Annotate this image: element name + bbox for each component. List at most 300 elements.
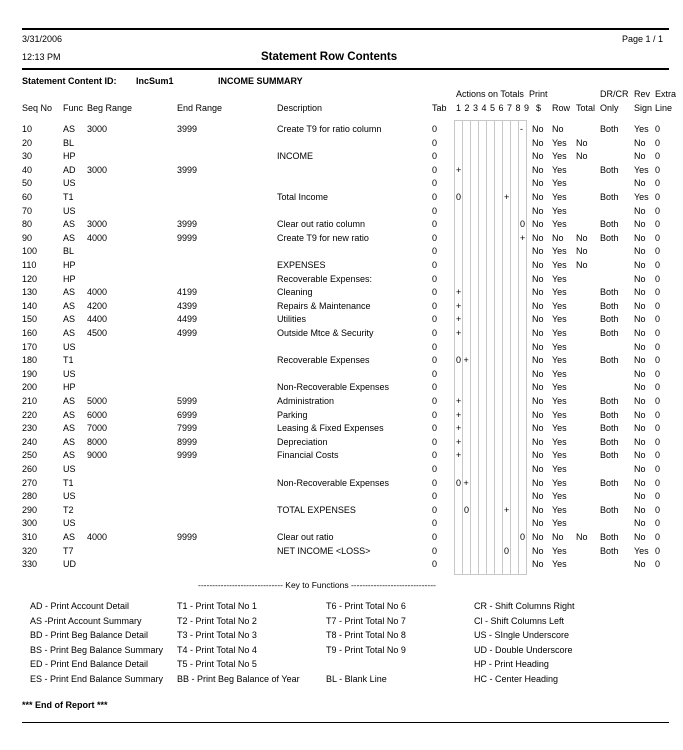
row-extra-line: 0 <box>655 341 661 352</box>
table-row <box>0 410 683 424</box>
row-rev-sign: No <box>634 273 646 284</box>
action-mark: + <box>456 409 462 420</box>
row-seq: 60 <box>22 192 33 202</box>
row-seq: 320 <box>22 545 38 556</box>
row-drcr: Both <box>600 192 619 202</box>
row-beg: 4000 <box>87 532 108 542</box>
row-tab: 0 <box>432 124 438 134</box>
action-mark: 0 + <box>456 477 469 488</box>
action-mark: + <box>456 396 462 406</box>
row-func: US <box>63 464 76 474</box>
row-rev-sign: No <box>634 300 646 311</box>
row-rev-sign: Yes <box>634 164 649 175</box>
row-tab: 0 <box>432 436 438 447</box>
row-extra-line: 0 <box>655 164 661 175</box>
row-print-row: Yes <box>552 328 567 338</box>
grid-border-line <box>454 120 526 121</box>
key-entry: T9 - Print Total No 9 <box>326 644 406 655</box>
key-entry: BL - Blank Line <box>326 673 387 684</box>
row-seq: 30 <box>22 151 33 162</box>
page-title: Statement Row Contents <box>261 51 398 63</box>
row-desc: Repairs & Maintenance <box>277 300 371 311</box>
row-drcr: Both <box>600 232 619 243</box>
row-dollar: No <box>532 219 544 230</box>
statement-id-label: Statement Content ID: <box>22 76 117 86</box>
row-func: T2 <box>63 504 74 515</box>
row-total: No <box>576 137 588 148</box>
row-dollar: No <box>532 341 544 352</box>
row-dollar: No <box>532 151 544 162</box>
row-print-row: Yes <box>552 314 567 325</box>
row-seq: 270 <box>22 477 38 488</box>
row-seq: 180 <box>22 355 38 366</box>
row-rev-sign: No <box>634 219 646 230</box>
row-dollar: No <box>532 328 544 338</box>
row-print-row: Yes <box>552 137 567 148</box>
row-func: AS <box>63 532 76 542</box>
row-rev-sign: No <box>634 409 646 420</box>
grid-border-line <box>454 574 526 575</box>
row-func: UD <box>63 559 76 570</box>
table-row <box>0 491 683 505</box>
row-dollar: No <box>532 504 544 515</box>
row-seq: 310 <box>22 532 38 542</box>
row-func: AS <box>63 450 76 461</box>
row-print-row: Yes <box>552 341 567 352</box>
row-tab: 0 <box>432 273 438 284</box>
row-rev-sign: No <box>634 477 646 488</box>
row-tab: 0 <box>432 491 438 502</box>
row-beg: 8000 <box>87 436 108 447</box>
row-drcr: Both <box>600 219 619 230</box>
row-desc: Administration <box>277 396 335 406</box>
report-date: 3/31/2006 <box>22 34 63 44</box>
row-seq: 130 <box>22 287 38 298</box>
table-row <box>0 287 683 301</box>
row-extra-line: 0 <box>655 368 661 379</box>
row-end: 4499 <box>177 314 198 325</box>
row-end: 9999 <box>177 532 198 542</box>
action-mark: + <box>456 300 462 311</box>
row-desc: Utilities <box>277 314 307 325</box>
row-seq: 70 <box>22 205 33 216</box>
key-entry: ED - Print End Balance Detail <box>30 659 149 669</box>
row-seq: 150 <box>22 314 38 325</box>
row-print-row: Yes <box>552 518 567 529</box>
table-row <box>0 464 683 478</box>
row-extra-line: 0 <box>655 491 661 502</box>
row-rev-sign: No <box>634 450 646 461</box>
row-rev-sign: No <box>634 355 646 366</box>
row-total: No <box>576 232 588 243</box>
action-mark: + <box>456 450 462 461</box>
table-row <box>0 165 683 179</box>
statement-name: INCOME SUMMARY <box>218 76 303 86</box>
row-dollar: No <box>532 559 544 570</box>
row-rev-sign: No <box>634 464 646 474</box>
row-print-row: Yes <box>552 219 567 230</box>
row-dollar: No <box>532 368 544 379</box>
table-row <box>0 301 683 315</box>
row-extra-line: 0 <box>655 532 661 542</box>
key-entry: HC - Center Heading <box>474 673 559 684</box>
col-sign: Sign <box>634 103 653 113</box>
row-rev-sign: No <box>634 314 646 325</box>
row-extra-line: 0 <box>655 273 661 284</box>
row-func: T1 <box>63 192 74 202</box>
row-end: 5999 <box>177 396 198 406</box>
row-print-row: Yes <box>552 260 567 270</box>
col-end: End Range <box>177 103 223 113</box>
row-extra-line: 0 <box>655 464 661 474</box>
action-mark: + <box>456 328 462 338</box>
table-row <box>0 505 683 519</box>
row-func: T7 <box>63 545 74 556</box>
table-row <box>0 246 683 260</box>
row-extra-line: 0 <box>655 124 661 134</box>
row-dollar: No <box>532 518 544 529</box>
row-drcr: Both <box>600 124 619 134</box>
row-rev-sign: No <box>634 368 646 379</box>
col-rev: Rev <box>634 89 651 99</box>
table-row <box>0 559 683 573</box>
row-tab: 0 <box>432 205 438 216</box>
row-seq: 190 <box>22 368 38 379</box>
key-entry: US - SIngle Underscore <box>474 630 570 640</box>
row-desc: NET INCOME <LOSS> <box>277 545 371 556</box>
row-print-row: Yes <box>552 545 567 556</box>
action-mark: + <box>520 232 526 243</box>
row-beg: 4400 <box>87 314 108 325</box>
table-row <box>0 314 683 328</box>
table-row <box>0 178 683 192</box>
row-func: AS <box>63 314 76 325</box>
row-extra-line: 0 <box>655 287 661 298</box>
row-extra-line: 0 <box>655 355 661 366</box>
table-row <box>0 233 683 247</box>
table-row <box>0 260 683 274</box>
row-tab: 0 <box>432 368 438 379</box>
row-func: AS <box>63 287 76 298</box>
col-print-group: Print <box>529 89 548 99</box>
col-func: Func <box>63 103 84 113</box>
row-extra-line: 0 <box>655 382 661 393</box>
row-extra-line: 0 <box>655 477 661 488</box>
row-rev-sign: No <box>634 137 646 148</box>
table-row <box>0 518 683 532</box>
action-mark: + <box>456 436 462 447</box>
row-end: 7999 <box>177 423 198 434</box>
row-rev-sign: No <box>634 559 646 570</box>
row-seq: 280 <box>22 491 38 502</box>
row-func: AD <box>63 164 76 175</box>
row-extra-line: 0 <box>655 151 661 162</box>
row-seq: 200 <box>22 382 38 393</box>
row-seq: 20 <box>22 137 33 148</box>
row-print-row: Yes <box>552 436 567 447</box>
row-total: No <box>576 246 588 257</box>
action-mark: 0 <box>464 504 470 515</box>
table-row <box>0 546 683 560</box>
row-tab: 0 <box>432 409 438 420</box>
row-func: T1 <box>63 355 74 366</box>
row-desc: Cleaning <box>277 287 313 298</box>
row-rev-sign: No <box>634 436 646 447</box>
row-desc: Financial Costs <box>277 450 339 461</box>
row-desc: TOTAL EXPENSES <box>277 504 356 515</box>
table-row <box>0 355 683 369</box>
row-seq: 140 <box>22 300 38 311</box>
col-seq: Seq No <box>22 103 53 113</box>
row-print-row: Yes <box>552 178 567 189</box>
row-dollar: No <box>532 273 544 284</box>
row-func: AS <box>63 328 76 338</box>
report-time: 12:13 PM <box>22 52 61 62</box>
row-seq: 330 <box>22 559 38 570</box>
row-func: AS <box>63 124 76 134</box>
row-func: AS <box>63 409 76 420</box>
row-func: HP <box>63 273 76 284</box>
row-dollar: No <box>532 532 544 542</box>
row-extra-line: 0 <box>655 137 661 148</box>
row-tab: 0 <box>432 328 438 338</box>
action-mark: 0 <box>456 192 462 202</box>
row-print-row: No <box>552 232 564 243</box>
row-tab: 0 <box>432 314 438 325</box>
col-only: Only <box>600 103 619 113</box>
key-entry: Cl - Shift Columns Left <box>474 615 565 626</box>
top-rule <box>22 28 669 30</box>
row-print-row: Yes <box>552 300 567 311</box>
key-entry: CR - Shift Columns Right <box>474 601 575 611</box>
row-drcr: Both <box>600 314 619 325</box>
col-tab: Tab <box>432 103 447 113</box>
row-print-row: Yes <box>552 246 567 257</box>
row-end: 4399 <box>177 300 198 311</box>
row-beg: 7000 <box>87 423 108 434</box>
row-extra-line: 0 <box>655 396 661 406</box>
row-beg: 3000 <box>87 219 108 230</box>
row-beg: 5000 <box>87 396 108 406</box>
row-beg: 4200 <box>87 300 108 311</box>
row-func: HP <box>63 260 76 270</box>
col-desc: Description <box>277 103 323 113</box>
row-drcr: Both <box>600 300 619 311</box>
row-dollar: No <box>532 423 544 434</box>
row-total: No <box>576 260 588 270</box>
row-drcr: Both <box>600 545 619 556</box>
table-row <box>0 396 683 410</box>
row-tab: 0 <box>432 232 438 243</box>
row-tab: 0 <box>432 151 438 162</box>
row-tab: 0 <box>432 396 438 406</box>
row-rev-sign: No <box>634 504 646 515</box>
row-dollar: No <box>532 355 544 366</box>
row-dollar: No <box>532 409 544 420</box>
row-seq: 100 <box>22 246 38 257</box>
col-actions-on-totals: Actions on Totals <box>456 89 524 99</box>
row-func: US <box>63 368 76 379</box>
row-tab: 0 <box>432 559 438 570</box>
row-extra-line: 0 <box>655 260 661 270</box>
row-func: HP <box>63 382 76 393</box>
row-end: 4199 <box>177 287 198 298</box>
row-seq: 250 <box>22 450 38 461</box>
row-print-row: Yes <box>552 491 567 502</box>
row-tab: 0 <box>432 192 438 202</box>
row-extra-line: 0 <box>655 518 661 529</box>
row-dollar: No <box>532 300 544 311</box>
row-rev-sign: No <box>634 518 646 529</box>
row-drcr: Both <box>600 396 619 406</box>
row-func: BL <box>63 246 75 257</box>
table-row <box>0 124 683 138</box>
row-dollar: No <box>532 232 544 243</box>
col-beg: Beg Range <box>87 103 133 113</box>
row-rev-sign: No <box>634 423 646 434</box>
row-tab: 0 <box>432 178 438 189</box>
key-entry: T8 - Print Total No 8 <box>326 630 406 640</box>
row-seq: 50 <box>22 178 33 189</box>
row-rev-sign: Yes <box>634 124 649 134</box>
row-rev-sign: No <box>634 491 646 502</box>
row-total: No <box>576 151 588 162</box>
row-dollar: No <box>532 314 544 325</box>
row-func: T1 <box>63 477 74 488</box>
row-tab: 0 <box>432 260 438 270</box>
col-extra: Extra <box>655 89 677 99</box>
row-desc: Total Income <box>277 192 329 202</box>
row-dollar: No <box>532 396 544 406</box>
key-entry: T2 - Print Total No 2 <box>177 615 257 626</box>
key-entry: T6 - Print Total No 6 <box>326 601 406 611</box>
key-entry: T7 - Print Total No 7 <box>326 615 406 626</box>
row-seq: 290 <box>22 504 38 515</box>
table-row <box>0 328 683 342</box>
row-extra-line: 0 <box>655 436 661 447</box>
row-print-row: Yes <box>552 559 567 570</box>
row-drcr: Both <box>600 287 619 298</box>
row-seq: 170 <box>22 341 38 352</box>
action-mark: + <box>504 504 510 515</box>
action-mark: 0 <box>504 545 510 556</box>
row-rev-sign: No <box>634 151 646 162</box>
row-dollar: No <box>532 545 544 556</box>
page-number: Page 1 / 1 <box>622 34 664 44</box>
row-seq: 220 <box>22 409 38 420</box>
row-beg: 4000 <box>87 287 108 298</box>
table-row <box>0 206 683 220</box>
row-extra-line: 0 <box>655 219 661 230</box>
row-end: 3999 <box>177 219 198 230</box>
row-dollar: No <box>532 287 544 298</box>
row-drcr: Both <box>600 328 619 338</box>
row-seq: 240 <box>22 436 38 447</box>
row-print-row: Yes <box>552 464 567 474</box>
row-total: No <box>576 532 588 542</box>
end-of-report: *** End of Report *** <box>22 700 108 710</box>
row-print-row: Yes <box>552 192 567 202</box>
row-func: US <box>63 205 76 216</box>
row-tab: 0 <box>432 246 438 257</box>
row-extra-line: 0 <box>655 559 661 570</box>
row-drcr: Both <box>600 504 619 515</box>
row-desc: Clear out ratio <box>277 532 334 542</box>
row-dollar: No <box>532 382 544 393</box>
table-row <box>0 423 683 437</box>
key-entry: T3 - Print Total No 3 <box>177 630 257 640</box>
row-print-row: Yes <box>552 382 567 393</box>
row-tab: 0 <box>432 423 438 434</box>
row-end: 9999 <box>177 450 198 461</box>
row-func: AS <box>63 423 76 434</box>
row-seq: 80 <box>22 219 33 230</box>
row-desc: Recoverable Expenses <box>277 355 370 366</box>
row-extra-line: 0 <box>655 504 661 515</box>
table-row <box>0 437 683 451</box>
col-line: Line <box>655 103 673 113</box>
row-extra-line: 0 <box>655 450 661 461</box>
row-dollar: No <box>532 246 544 257</box>
key-entry: AD - Print Account Detail <box>30 601 130 611</box>
row-dollar: No <box>532 164 544 175</box>
row-seq: 210 <box>22 396 38 406</box>
row-dollar: No <box>532 477 544 488</box>
key-entry: ES - Print End Balance Summary <box>30 673 164 684</box>
row-dollar: No <box>532 124 544 134</box>
key-entry: BB - Print Beg Balance of Year <box>177 673 300 684</box>
table-row <box>0 532 683 546</box>
row-print-row: Yes <box>552 396 567 406</box>
col-dollar: $ <box>536 103 542 113</box>
row-extra-line: 0 <box>655 192 661 202</box>
row-rev-sign: No <box>634 396 646 406</box>
table-row <box>0 274 683 288</box>
row-beg: 3000 <box>87 124 108 134</box>
row-dollar: No <box>532 491 544 502</box>
row-rev-sign: No <box>634 178 646 189</box>
row-tab: 0 <box>432 532 438 542</box>
row-seq: 110 <box>22 260 37 270</box>
action-mark: 0 + <box>456 355 469 366</box>
table-row <box>0 450 683 464</box>
row-beg: 3000 <box>87 164 108 175</box>
row-tab: 0 <box>432 287 438 298</box>
row-extra-line: 0 <box>655 328 661 338</box>
row-tab: 0 <box>432 341 438 352</box>
row-func: US <box>63 178 76 189</box>
row-extra-line: 0 <box>655 545 661 556</box>
row-func: AS <box>63 232 76 243</box>
row-dollar: No <box>532 450 544 461</box>
row-print-row: Yes <box>552 164 567 175</box>
row-print-row: Yes <box>552 504 567 515</box>
row-seq: 300 <box>22 518 38 529</box>
row-desc: Non-Recoverable Expenses <box>277 382 390 393</box>
table-row <box>0 478 683 492</box>
row-dollar: No <box>532 137 544 148</box>
row-extra-line: 0 <box>655 178 661 189</box>
row-tab: 0 <box>432 450 438 461</box>
row-seq: 10 <box>22 124 33 134</box>
row-desc: Depreciation <box>277 436 328 447</box>
row-extra-line: 0 <box>655 246 661 257</box>
row-extra-line: 0 <box>655 205 661 216</box>
row-print-row: Yes <box>552 151 567 162</box>
row-desc: Create T9 for new ratio <box>277 232 369 243</box>
row-print-row: Yes <box>552 355 567 366</box>
row-extra-line: 0 <box>655 232 661 243</box>
